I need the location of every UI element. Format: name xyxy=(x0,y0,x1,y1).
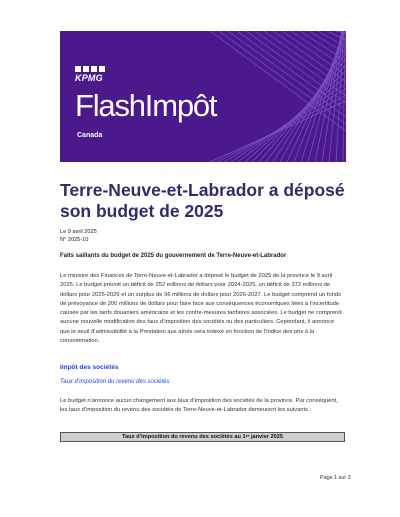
highlights-heading: Faits saillants du budget de 2025 du gouvernement de Terre-Neuve-et-Labrador xyxy=(60,253,287,259)
intro-paragraph: Le ministre des Finances de Terre-Neuve-et-Labrador a déposé le budget de 2025 de la province le 9 avril 2025. Le budget prévoit un déficit de 252 millions de dollars pour 2024-2025, un déficit de 372 millions de dollars pour 2025-2026 et un surplus de 96 millions de dollars pour 2026-2027. Le budget comprend un fonds de prévoyance de 200 millions de dollars pour faire face aux conséquences économiques liées à l’incertitude causée par les tarifs douaniers américains et les contre-mesures tarifaires associées. Le budget ne comprend aucune nouvelle modification des taux d’imposition des sociétés ou des particuliers. Cependant, il annonce que le seuil d’admissibilité à la Prestation aux aînés sera indexé en fonction de l’indice des prix à la consommation. xyxy=(60,273,342,345)
section-heading: Impôt des sociétés xyxy=(60,364,119,371)
kpmg-wordmark: KPMG xyxy=(75,73,103,83)
subsection-heading: Taux d’imposition du revenu des sociétés xyxy=(60,379,170,385)
document-number: N° 2025-10 xyxy=(60,237,89,243)
flashimpot-banner xyxy=(60,31,346,162)
body-paragraph: Le budget n’annonce aucun changement aux taux d’imposition des sociétés de la province. Par conséquent, les taux d’imposition du revenu des sociétés de Terre-Neuve-et-Labrador demeurent les suivants : xyxy=(60,398,338,414)
table-header-text-end: janvier 2025 xyxy=(249,434,283,440)
publication-region: Canada xyxy=(77,132,103,139)
table-header-text: Taux d’imposition du revenu des sociétés au 1 xyxy=(122,434,246,440)
publication-title: FlashImpôt xyxy=(75,88,217,123)
document-date: Le 9 avril 2025 xyxy=(60,229,97,235)
table-header-superscript: er xyxy=(245,433,250,438)
page-number: Page 1 sur 3 xyxy=(320,475,351,481)
document-title: Terre-Neuve-et-Labrador a déposé son budget de 2025 xyxy=(60,180,345,221)
rates-table-header xyxy=(60,432,345,442)
